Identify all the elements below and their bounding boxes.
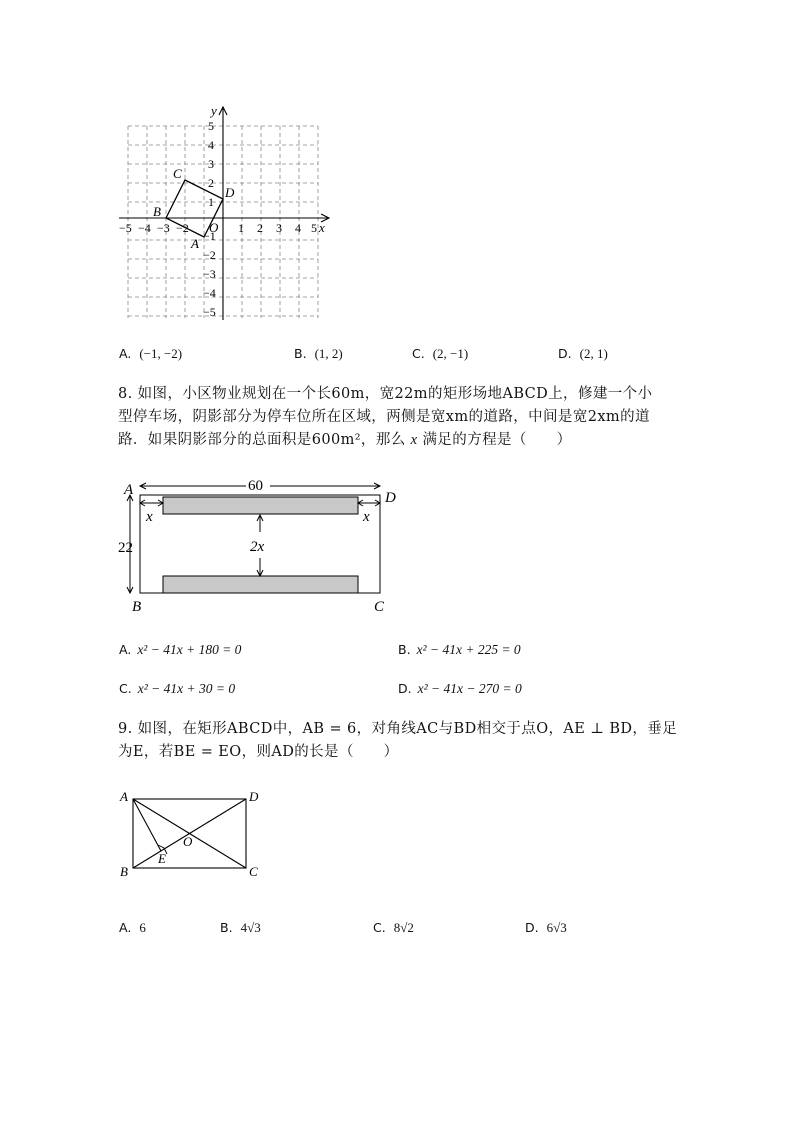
- q8-line-1: 8. 如图，小区物业规划在一个长60m，宽22m的矩形场地ABCD上，修建一个小: [118, 386, 653, 402]
- parking-area-bottom: [163, 576, 358, 593]
- label-22: 22: [118, 540, 133, 556]
- option-label: B.: [398, 642, 411, 657]
- q8-option-a[interactable]: [119, 642, 241, 658]
- option-value: x² − 41x + 30 = 0: [137, 681, 236, 696]
- q9-line-2: 为E，若BE = EO，则AD的长是（ ）: [118, 744, 399, 760]
- coordinate-grid-figure: [110, 100, 340, 325]
- label-b: B: [132, 599, 142, 615]
- option-label: A.: [119, 642, 132, 657]
- option-value: x² − 41x + 225 = 0: [416, 642, 521, 657]
- q8-text: [118, 383, 688, 452]
- label-d: D: [385, 490, 396, 506]
- svg-text:2: 2: [208, 176, 214, 190]
- svg-text:A: A: [191, 236, 199, 251]
- svg-text:1: 1: [208, 195, 214, 209]
- svg-text:x: x: [319, 220, 325, 235]
- svg-text:B: B: [153, 204, 161, 219]
- label-c: C: [249, 864, 258, 879]
- option-label: D.: [398, 681, 412, 696]
- label-c: C: [374, 599, 385, 615]
- option-label: C.: [412, 346, 425, 361]
- svg-text:O: O: [209, 220, 219, 235]
- q9-line-1: 9. 如图，在矩形ABCD中，AB = 6，对角线AC与BD相交于点O，AE ⊥ BD，垂足: [118, 721, 678, 737]
- svg-text:−3: −3: [157, 221, 170, 235]
- q8-option-d[interactable]: [398, 681, 522, 697]
- svg-text:y: y: [211, 103, 217, 118]
- svg-text:3: 3: [208, 157, 214, 171]
- segment-ae: [133, 799, 161, 851]
- parking-lot-figure: [110, 470, 400, 615]
- option-value: 4√3: [240, 920, 261, 935]
- q8-option-c[interactable]: [119, 681, 235, 697]
- svg-text:4: 4: [295, 221, 301, 235]
- q8-line-3: 路．如果阴影部分的总面积是600m²，那么 x 满足的方程是（ ）: [118, 432, 572, 448]
- svg-text:5: 5: [311, 221, 317, 235]
- option-label: C.: [119, 681, 132, 696]
- q7-option-b[interactable]: [294, 346, 343, 362]
- svg-text:C: C: [173, 166, 182, 181]
- rectangle-diagonal-figure: [115, 785, 265, 880]
- label-x-left: x: [146, 509, 153, 525]
- label-e: E: [158, 851, 166, 866]
- y-tick-labels: [203, 119, 216, 319]
- svg-text:−4: −4: [138, 221, 151, 235]
- svg-text:−2: −2: [176, 221, 189, 235]
- svg-text:−5: −5: [119, 221, 132, 235]
- q9-option-b[interactable]: [220, 920, 261, 936]
- svg-text:2: 2: [257, 221, 263, 235]
- svg-text:5: 5: [208, 119, 214, 133]
- option-label: B.: [220, 920, 233, 935]
- option-label: B.: [294, 346, 307, 361]
- q9-option-d[interactable]: [525, 920, 567, 936]
- svg-text:−3: −3: [203, 267, 216, 281]
- option-value: (2, −1): [432, 346, 469, 361]
- label-60: 60: [248, 478, 263, 494]
- option-value: x² − 41x + 180 = 0: [137, 642, 242, 657]
- svg-text:D: D: [225, 185, 235, 200]
- q9-option-a[interactable]: [119, 920, 146, 936]
- option-label: A.: [119, 920, 132, 935]
- svg-text:−5: −5: [203, 305, 216, 319]
- option-value: 6: [139, 920, 146, 935]
- option-label: D.: [558, 346, 572, 361]
- svg-text:4: 4: [208, 138, 214, 152]
- label-b: B: [120, 864, 128, 879]
- option-label: A.: [119, 346, 132, 361]
- q9-option-c[interactable]: [373, 920, 414, 936]
- q7-option-c[interactable]: [412, 346, 468, 362]
- svg-text:−1: −1: [203, 229, 216, 243]
- q8-option-b[interactable]: [398, 642, 521, 658]
- option-value: (1, 2): [314, 346, 343, 361]
- option-value: 6√3: [546, 920, 567, 935]
- svg-text:−4: −4: [203, 286, 216, 300]
- option-value: (2, 1): [579, 346, 608, 361]
- q7-option-d[interactable]: [558, 346, 608, 362]
- option-label: C.: [373, 920, 386, 935]
- label-x-right: x: [363, 509, 370, 525]
- q8-line-2: 型停车场，阴影部分为停车位所在区域，两侧是宽xm的道路，中间是宽2xm的道: [118, 409, 650, 425]
- label-2x: 2x: [250, 539, 265, 555]
- label-d: D: [249, 789, 259, 804]
- label-a: A: [120, 789, 128, 804]
- svg-text:−2: −2: [203, 248, 216, 262]
- svg-text:3: 3: [276, 221, 282, 235]
- option-value: 8√2: [393, 920, 414, 935]
- option-label: D.: [525, 920, 539, 935]
- q9-text: [118, 718, 688, 764]
- option-value: (−1, −2): [139, 346, 183, 361]
- q7-option-a[interactable]: [119, 346, 182, 362]
- parking-area-top: [163, 497, 358, 514]
- label-o: O: [183, 834, 193, 849]
- label-a: A: [124, 482, 134, 498]
- option-value: x² − 41x − 270 = 0: [417, 681, 522, 696]
- svg-text:1: 1: [238, 221, 244, 235]
